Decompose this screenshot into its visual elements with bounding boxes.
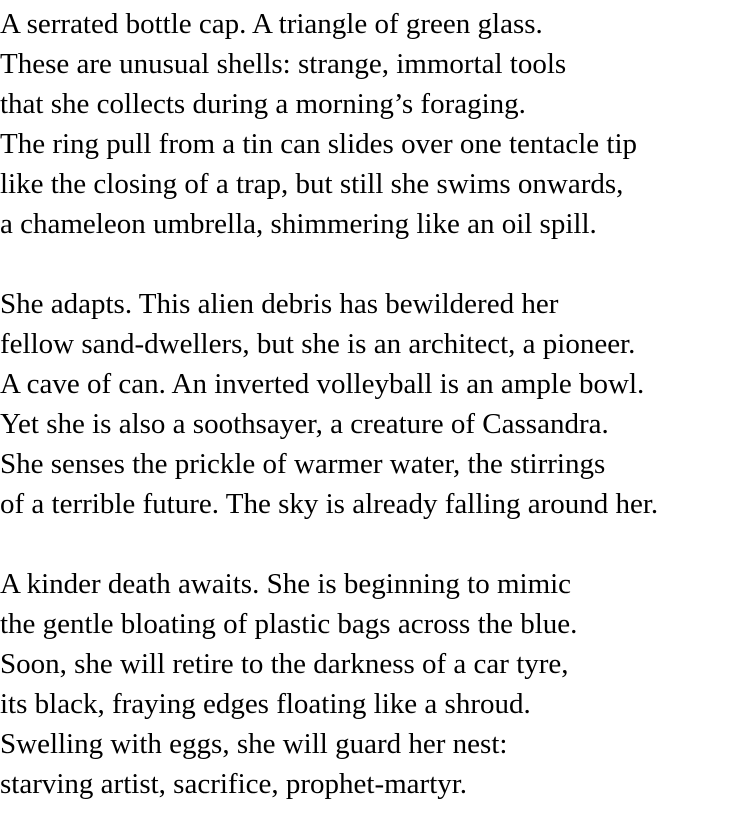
poem-line: starving artist, sacrifice, prophet-martyr. bbox=[0, 768, 468, 800]
poem-line: Swelling with eggs, she will guard her nest: bbox=[0, 728, 508, 760]
poem-line: of a terrible future. The sky is already falling around her. bbox=[0, 488, 659, 520]
poem-line: She senses the prickle of warmer water, the stirrings bbox=[0, 448, 606, 480]
poem-line: its black, fraying edges floating like a shroud. bbox=[0, 688, 531, 720]
poem-line: A serrated bottle cap. A triangle of green glass. bbox=[0, 8, 543, 40]
poem-line: A cave of can. An inverted volleyball is an ample bowl. bbox=[0, 368, 645, 400]
poem-line: like the closing of a trap, but still she swims onwards, bbox=[0, 168, 624, 200]
stanza-1 bbox=[0, 4, 754, 244]
poem-line: that she collects during a morning’s foraging. bbox=[0, 88, 526, 120]
stanza-2 bbox=[0, 284, 754, 524]
poem-line: These are unusual shells: strange, immortal tools bbox=[0, 48, 567, 80]
poem-line: She adapts. This alien debris has bewildered her bbox=[0, 288, 559, 320]
poem-line: fellow sand-dwellers, but she is an architect, a pioneer. bbox=[0, 328, 636, 360]
poem-line: a chameleon umbrella, shimmering like an oil spill. bbox=[0, 208, 597, 240]
poem-line: the gentle bloating of plastic bags across the blue. bbox=[0, 608, 578, 640]
stanza-3 bbox=[0, 564, 754, 804]
poem-line: The ring pull from a tin can slides over one tentacle tip bbox=[0, 128, 637, 160]
poem-line: A kinder death awaits. She is beginning to mimic bbox=[0, 568, 572, 600]
poem-line: Soon, she will retire to the darkness of a car tyre, bbox=[0, 648, 569, 680]
poem-line: Yet she is also a soothsayer, a creature of Cassandra. bbox=[0, 408, 609, 440]
